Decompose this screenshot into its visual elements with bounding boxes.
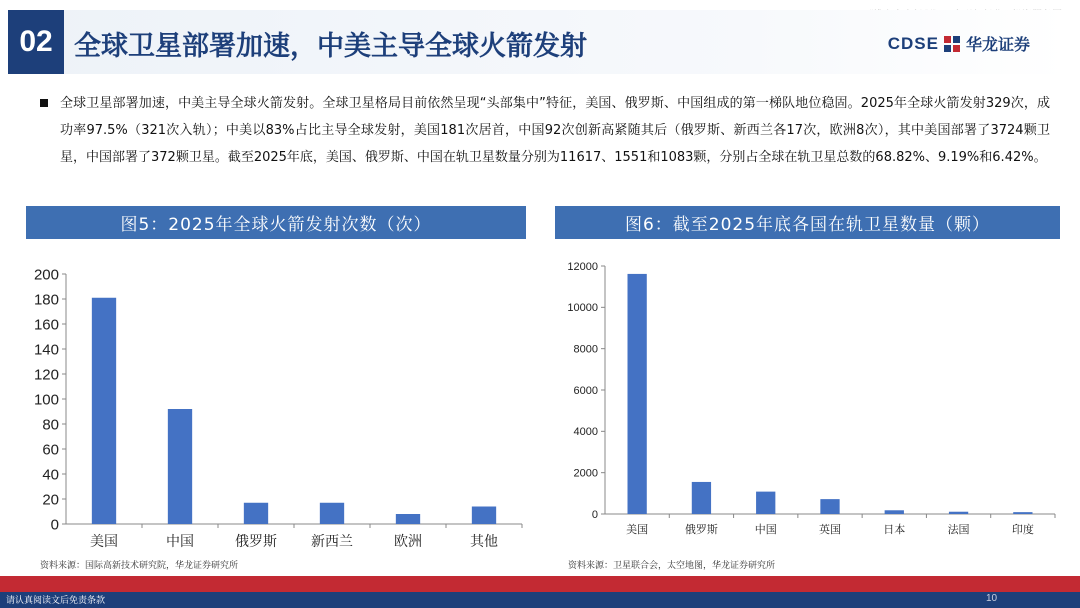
x-category-label: 中国 [754,523,777,536]
y-tick-label: 10000 [567,302,598,315]
bar-新西兰 [320,503,344,524]
x-category-label: 新西兰 [311,534,353,550]
y-tick-label: 20 [42,491,59,509]
y-tick-label: 4000 [573,426,598,439]
disclaimer-link[interactable]: 请认真阅读文后免责条款 [6,596,106,606]
y-tick-label: 0 [591,508,598,521]
x-category-label: 法国 [947,523,970,536]
page-number: 10 [986,593,998,604]
bar-英国 [820,499,839,514]
chart5-source: 资料来源：国际高新技术研究院，华龙证券研究所 [40,561,239,571]
y-tick-label: 120 [33,366,59,384]
y-tick-label: 0 [50,516,59,534]
summary-paragraph: 全球卫星部署加速，中美主导全球火箭发射。全球卫星格局目前依然呈现“头部集中”特征，美国、俄罗斯、中国组成的第一梯队地位稳固。2025年全球火箭发射329次，成功率97.5%（321次入轨）；中美以83%占比主导全球发射，美国181次居首，中国92次创新高紧随其后（俄罗斯、新西兰各17次，欧洲8次），其中美国部署了3724颗卫星，中国部署了372颗卫星。截至2025年底，美国、俄罗斯、中国在轨卫星数量分别为11617、1551和1083颗，分别占全球在轨卫星总数的68.82%、9.19%和6.42%。 [60,96,1050,165]
x-category-label: 俄罗斯 [235,534,277,550]
chart5-title: 图5：2025年全球火箭发射次数（次） [26,206,526,239]
y-tick-label: 8000 [573,343,598,356]
y-tick-label: 60 [42,441,59,459]
logo-mark-icon [944,36,960,52]
satellite-count-chart [555,250,1060,550]
bar-日本 [885,510,904,514]
x-category-label: 印度 [1011,523,1034,536]
y-tick-label: 140 [33,341,59,359]
bar-美国 [92,298,116,524]
bar-俄罗斯 [244,503,268,524]
footer-navy-band [0,592,1080,608]
x-category-label: 英国 [819,523,841,536]
logo-text-en: CDSE [887,33,939,53]
x-category-label: 欧洲 [394,534,422,550]
y-tick-label: 40 [42,466,59,484]
bar-欧洲 [396,514,420,524]
company-logo [888,32,1030,55]
logo-text-cn: 华龙证券 [965,35,1030,54]
section-number: 02 [8,10,64,74]
y-tick-label: 160 [33,316,59,334]
bar-俄罗斯 [692,482,711,514]
y-tick-label: 80 [42,416,59,434]
x-category-label: 俄罗斯 [684,523,718,536]
x-category-label: 日本 [883,523,906,536]
launch-count-chart [26,250,526,550]
x-category-label: 中国 [166,534,194,550]
bullet-square-icon [40,99,48,107]
slide-title: 全球卫星部署加速，中美主导全球火箭发射 [74,31,587,62]
y-tick-label: 12000 [567,260,598,273]
bar-法国 [949,512,968,514]
bar-中国 [756,492,775,514]
chart6-title: 图6：截至2025年底各国在轨卫星数量（颗） [555,206,1060,239]
bar-中国 [168,409,192,524]
x-category-label: 美国 [626,523,649,536]
x-category-label: 美国 [90,534,118,550]
summary-block [40,90,1050,171]
footer-red-band [0,576,1080,592]
y-tick-label: 180 [33,291,59,309]
y-tick-label: 100 [33,391,59,409]
y-tick-label: 2000 [573,467,598,480]
bar-美国 [628,274,647,514]
y-tick-label: 200 [33,266,59,284]
y-tick-label: 6000 [573,384,598,397]
bar-印度 [1013,512,1032,514]
bar-其他 [472,507,496,525]
x-category-label: 其他 [470,534,498,550]
header-bar [8,10,1068,74]
chart6-source: 资料来源：卫星联合会，太空地图，华龙证券研究所 [568,561,776,571]
